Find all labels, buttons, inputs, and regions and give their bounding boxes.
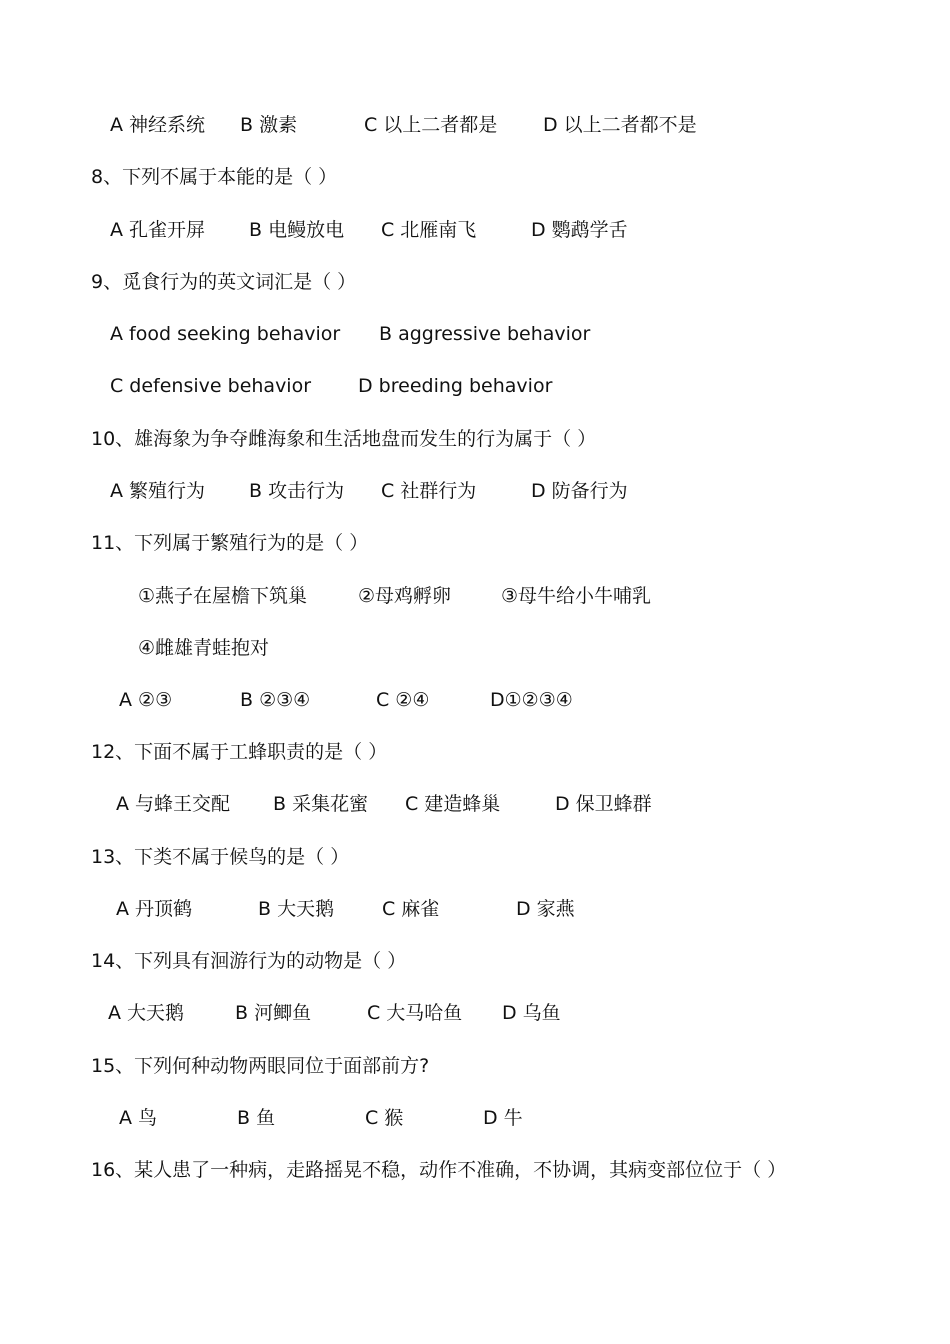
q9-stem: 9、觅食行为的英文词汇是（ ） <box>91 271 357 293</box>
q14-option-d: D 乌鱼 <box>502 1002 561 1024</box>
q13-option-b: B 大天鹅 <box>258 898 335 920</box>
q15-option-d: D 牛 <box>483 1107 523 1129</box>
q14-option-a: A 大天鹅 <box>108 1002 185 1024</box>
q9-option-b: B aggressive behavior <box>379 323 591 345</box>
q12-option-a: A 与蜂王交配 <box>116 793 231 815</box>
q15-stem: 15、下列何种动物两眼同位于面部前方? <box>91 1055 430 1077</box>
q15-option-a: A 鸟 <box>119 1107 158 1129</box>
q10-option-d: D 防备行为 <box>531 480 628 502</box>
q10-stem: 10、雄海象为争夺雌海象和生活地盘而发生的行为属于（ ） <box>91 428 597 450</box>
q12-option-d: D 保卫蜂群 <box>555 793 652 815</box>
q14-option-b: B 河鲫鱼 <box>235 1002 312 1024</box>
q11-item-3: ③母牛给小牛哺乳 <box>501 585 652 607</box>
q11-option-c: C ②④ <box>376 689 430 711</box>
q8-option-a: A 孔雀开屏 <box>110 219 206 241</box>
q10-option-a: A 繁殖行为 <box>110 480 206 502</box>
q7-option-a: A 神经系统 <box>110 114 206 136</box>
q9-option-a: A food seeking behavior <box>110 323 341 345</box>
q8-option-c: C 北雁南飞 <box>381 219 477 241</box>
q16-stem: 16、某人患了一种病，走路摇晃不稳，动作不准确，不协调，其病变部位位于（ ） <box>91 1159 787 1181</box>
q7-option-d: D 以上二者都不是 <box>543 114 697 136</box>
q8-option-d: D 鹦鹉学舌 <box>531 219 628 241</box>
q14-stem: 14、下列具有洄游行为的动物是（ ） <box>91 950 407 972</box>
q14-option-c: C 大马哈鱼 <box>367 1002 463 1024</box>
q11-option-d: D①②③④ <box>490 689 573 711</box>
q11-item-1: ①燕子在屋檐下筑巢 <box>138 585 308 607</box>
q13-option-a: A 丹顶鹤 <box>116 898 193 920</box>
q13-option-c: C 麻雀 <box>382 898 440 920</box>
q10-option-c: C 社群行为 <box>381 480 477 502</box>
q10-option-b: B 攻击行为 <box>249 480 345 502</box>
q12-stem: 12、下面不属于工蜂职责的是（ ） <box>91 741 388 763</box>
q9-option-d: D breeding behavior <box>358 375 553 397</box>
q11-item-4: ④雌雄青蛙抱对 <box>138 637 270 659</box>
q13-option-d: D 家燕 <box>516 898 575 920</box>
q11-option-b: B ②③④ <box>240 689 311 711</box>
q9-option-c: C defensive behavior <box>110 375 312 397</box>
q7-option-c: C 以上二者都是 <box>364 114 498 136</box>
q11-stem: 11、下列属于繁殖行为的是（ ） <box>91 532 369 554</box>
q11-option-a: A ②③ <box>119 689 173 711</box>
q15-option-b: B 鱼 <box>237 1107 276 1129</box>
q12-option-b: B 采集花蜜 <box>273 793 369 815</box>
q12-option-c: C 建造蜂巢 <box>405 793 501 815</box>
q7-option-b: B 激素 <box>240 114 298 136</box>
q15-option-c: C 猴 <box>365 1107 404 1129</box>
q11-item-2: ②母鸡孵卵 <box>358 585 452 607</box>
q8-stem: 8、下列不属于本能的是（ ） <box>91 166 338 188</box>
q8-option-b: B 电鳗放电 <box>249 219 345 241</box>
q13-stem: 13、下类不属于候鸟的是（ ） <box>91 846 350 868</box>
